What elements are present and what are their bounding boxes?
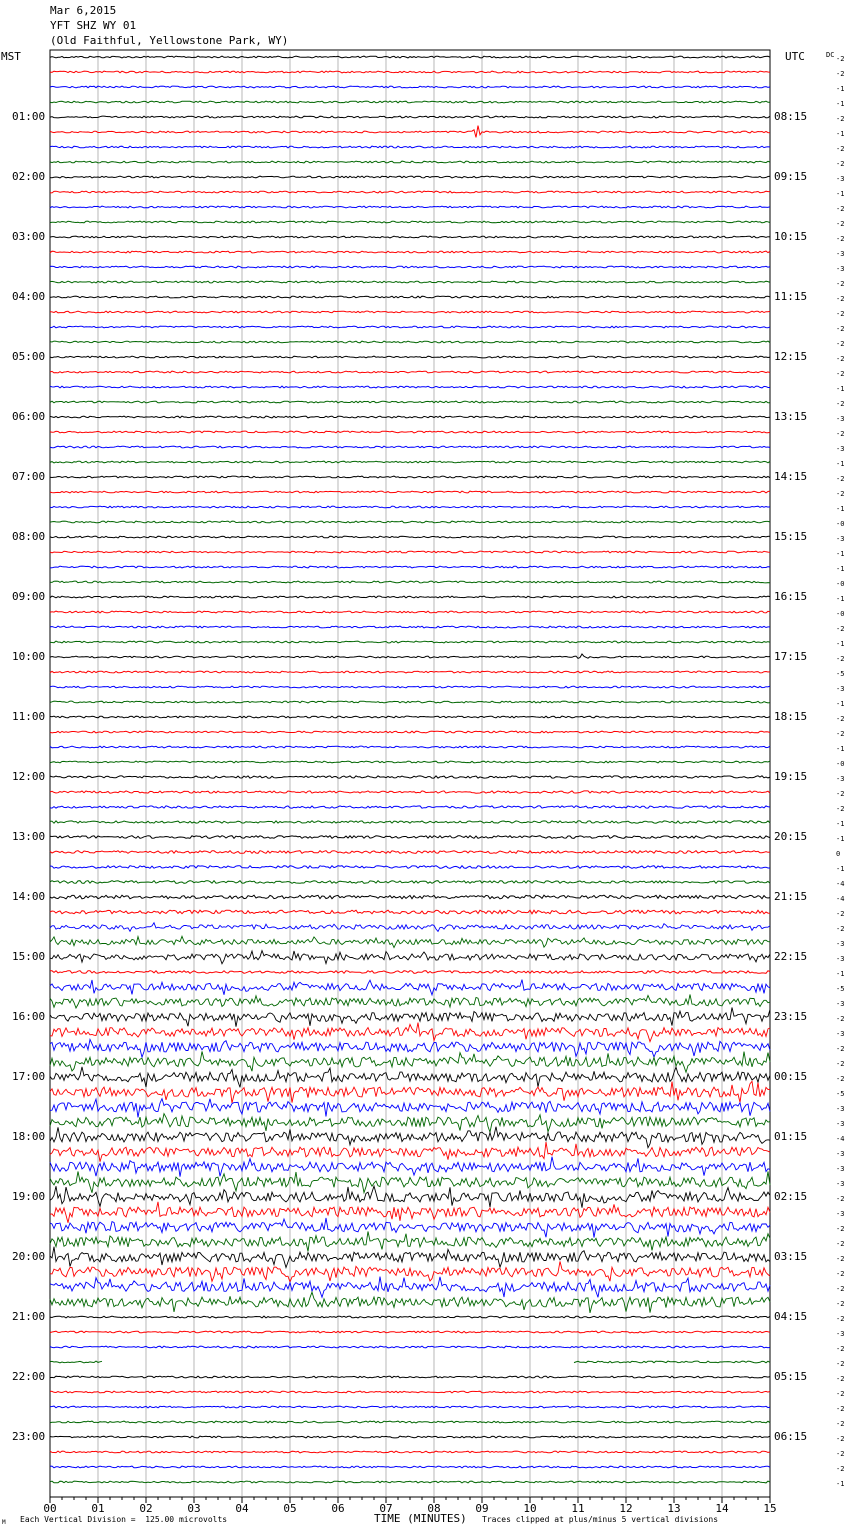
dc-title: DC [826,51,835,59]
right-axis-title: UTC [785,50,805,63]
dc-offset-label: -0 [836,760,845,768]
trace-row-31 [50,521,770,523]
trace-row-25 [50,431,770,433]
trace-row-67 [50,1051,770,1072]
dc-offset-label: -2 [836,160,845,168]
right-time-label: 14:15 [774,470,808,483]
left-time-label: 01:00 [12,110,46,123]
left-time-label: 18:00 [12,1130,46,1143]
dc-offset-label: -2 [836,1405,845,1413]
dc-offset-label: -3 [836,1030,845,1038]
left-time-label: 20:00 [12,1250,46,1263]
right-time-label: 15:15 [774,530,808,543]
left-time-label: 08:00 [12,530,46,543]
trace-row-83 [50,1292,770,1313]
x-tick-label-14: 14 [715,1502,729,1515]
trace-row-50 [50,806,770,808]
trace-row-39 [50,641,770,643]
dc-offset-label: -2 [836,325,845,333]
x-tick-label-08: 08 [427,1502,441,1515]
x-tick-label-09: 09 [475,1502,489,1515]
x-tick-label-11: 11 [571,1502,585,1515]
trace-row-11 [50,221,770,223]
dc-offset-label: -2 [836,1285,845,1293]
trace-row-1 [50,71,770,73]
left-time-label: 05:00 [12,350,46,363]
trace-row-20 [50,356,770,358]
dc-offset-label: -3 [836,1165,845,1173]
dc-offset-label: -2 [836,625,845,633]
right-time-label: 05:15 [774,1370,808,1383]
dc-offset-label: -3 [836,265,845,273]
dc-offset-label: -1 [836,505,845,513]
dc-offset-label: -2 [836,280,845,288]
trace-row-46 [50,746,770,748]
x-tick-label-06: 06 [331,1502,345,1515]
trace-row-91 [50,1421,770,1423]
x-tick-label-12: 12 [619,1502,633,1515]
dc-offset-label: -2 [836,145,845,153]
trace-rows [50,56,770,1483]
dc-offset-label: -2 [836,205,845,213]
left-time-label: 13:00 [12,830,46,843]
dc-offset-label: -1 [836,640,845,648]
dc-offset-label: -2 [836,790,845,798]
right-time-label: 18:15 [774,710,808,723]
dc-offset-label: -1 [836,595,845,603]
trace-row-32 [50,536,770,538]
trace-row-88 [50,1376,770,1378]
trace-row-53 [50,851,770,854]
x-axis-label: TIME (MINUTES) [374,1512,467,1525]
right-time-label: 23:15 [774,1010,808,1023]
trace-row-5 [50,126,770,138]
dc-offset-label: -2 [836,1375,845,1383]
left-time-label: 12:00 [12,770,46,783]
dc-offset-label: -2 [836,1075,845,1083]
x-tick-label-05: 05 [283,1502,297,1515]
left-time-label: 19:00 [12,1190,46,1203]
trace-row-3 [50,101,770,103]
trace-row-80 [50,1247,770,1268]
dc-offset-label: -2 [836,1225,845,1233]
dc-offset-label: -2 [836,805,845,813]
dc-offset-label: -3 [836,1150,845,1158]
left-axis-title: MST [1,50,21,63]
dc-offset-label: -2 [836,1045,845,1053]
trace-row-78 [50,1218,770,1238]
trace-row-87-seg-0 [50,1361,102,1363]
dc-offset-label: -1 [836,835,845,843]
right-time-label: 01:15 [774,1130,808,1143]
left-time-label: 04:00 [12,290,46,303]
dc-offset-label: -0 [836,610,845,618]
trace-row-23 [50,401,770,403]
trace-row-42 [50,686,770,688]
x-tick-label-07: 07 [379,1502,393,1515]
trace-row-85 [50,1331,770,1333]
dc-offset-label: -3 [836,1105,845,1113]
trace-row-87-seg-1 [574,1361,770,1363]
dc-offset-label: -1 [836,100,845,108]
dc-offset-label: -1 [836,565,845,573]
trace-row-27 [50,461,770,463]
dc-offset-label: -3 [836,175,845,183]
trace-row-26 [50,446,770,448]
right-time-label: 06:15 [774,1430,808,1443]
trace-row-33 [50,551,770,553]
dc-offset-label: -3 [836,1000,845,1008]
header-station: YFT SHZ WY 01 [50,19,137,32]
dc-offset-label: -3 [836,415,845,423]
trace-row-74 [50,1157,770,1177]
dc-offset-label: -1 [836,130,845,138]
dc-offset-label: -2 [836,1450,845,1458]
trace-row-52 [50,836,770,839]
trace-row-19 [50,341,770,343]
trace-row-9 [50,191,770,193]
dc-offset-label: -1 [836,1480,845,1488]
right-time-label: 03:15 [774,1250,808,1263]
header-date: Mar 6,2015 [50,4,117,17]
trace-row-59 [50,936,770,947]
right-time-label: 11:15 [774,290,808,303]
dc-offset-label: -2 [836,715,845,723]
dc-offset-label: -3 [836,1120,845,1128]
left-time-label: 21:00 [12,1310,46,1323]
trace-row-22 [50,386,770,388]
dc-offset-label: -3 [836,250,845,258]
dc-offset-label: -2 [836,730,845,738]
right-time-label: 17:15 [774,650,808,663]
trace-row-49 [50,791,770,793]
dc-offset-label: -2 [836,490,845,498]
trace-row-75 [50,1172,770,1193]
footer-scale-note: Each Vertical Division = 125.00 microvolts [20,1515,228,1524]
left-time-label: 02:00 [12,170,46,183]
trace-row-66 [50,1040,770,1058]
dc-offset-label: -2 [836,1195,845,1203]
trace-row-90 [50,1406,770,1408]
trace-row-84 [50,1316,770,1318]
right-time-label: 09:15 [774,170,808,183]
dc-offset-label: -1 [836,820,845,828]
trace-row-4 [50,116,770,118]
left-time-label: 10:00 [12,650,46,663]
dc-offset-label: -2 [836,355,845,363]
trace-row-94 [50,1466,770,1468]
right-time-label: 00:15 [774,1070,808,1083]
trace-row-48 [50,776,770,778]
dc-offset-label: -1 [836,700,845,708]
dc-offset-label: -2 [836,1345,845,1353]
trace-row-40 [50,654,770,658]
x-tick-label-00: 00 [43,1502,57,1515]
dc-offset-label: -4 [836,895,845,903]
trace-row-73 [50,1142,770,1162]
right-time-label: 21:15 [774,890,808,903]
footer-clip-note: Traces clipped at plus/minus 5 vertical divisions [482,1515,719,1524]
left-time-label: 11:00 [12,710,46,723]
left-time-label: 23:00 [12,1430,46,1443]
trace-row-0 [50,56,770,58]
dc-offset-label: -3 [836,1330,845,1338]
left-time-label: 22:00 [12,1370,46,1383]
left-time-label: 06:00 [12,410,46,423]
right-time-label: 13:15 [774,410,808,423]
dc-offset-label: -2 [836,1420,845,1428]
trace-row-56 [50,895,770,899]
trace-row-17 [50,311,770,313]
dc-offset-label: -2 [836,295,845,303]
right-time-label: 02:15 [774,1190,808,1203]
dc-offset-label: -0 [836,520,845,528]
trace-row-29 [50,491,770,493]
dc-offset-label: -3 [836,445,845,453]
dc-offset-label: -1 [836,745,845,753]
left-time-label: 17:00 [12,1070,46,1083]
dc-offset-label: -2 [836,1060,845,1068]
dc-offset-label: -3 [836,1210,845,1218]
trace-row-44 [50,716,770,718]
dc-offset-label: -2 [836,400,845,408]
dc-offset-label: -2 [836,310,845,318]
trace-row-55 [50,881,770,884]
dc-offset-label: -3 [836,940,845,948]
dc-offset-label: -2 [836,370,845,378]
trace-row-51 [50,821,770,823]
trace-row-62 [50,980,770,995]
dc-offset-label: -1 [836,85,845,93]
footer-corner-mark: M [2,1519,6,1526]
trace-row-35 [50,581,770,583]
left-time-label: 15:00 [12,950,46,963]
trace-row-6 [50,146,770,148]
trace-row-63 [50,995,770,1009]
dc-offset-label: -2 [836,1255,845,1263]
right-time-label: 10:15 [774,230,808,243]
dc-offset-label: -2 [836,1360,845,1368]
trace-row-28 [50,476,770,478]
dc-offset-label: -1 [836,190,845,198]
trace-row-57 [50,910,770,914]
x-tick-label-03: 03 [187,1502,201,1515]
dc-offset-label: -2 [836,1270,845,1278]
dc-offset-label: -2 [836,910,845,918]
x-tick-label-01: 01 [91,1502,105,1515]
left-time-label: 14:00 [12,890,46,903]
trace-row-68 [50,1067,770,1087]
x-tick-label-02: 02 [139,1502,153,1515]
trace-row-37 [50,611,770,613]
trace-row-16 [50,296,770,298]
dc-offset-label: -5 [836,670,845,678]
trace-row-45 [50,731,770,733]
dc-offset-label: -2 [836,1315,845,1323]
dc-offset-label: -1 [836,550,845,558]
trace-row-12 [50,236,770,238]
trace-row-18 [50,326,770,328]
trace-row-93 [50,1451,770,1453]
trace-row-81 [50,1261,770,1282]
trace-row-61 [50,971,770,974]
right-time-label: 04:15 [774,1310,808,1323]
dc-offset-label: -5 [836,1090,845,1098]
dc-offset-label: -3 [836,775,845,783]
right-time-label: 12:15 [774,350,808,363]
dc-offset-label: -1 [836,385,845,393]
dc-offset-label: -1 [836,970,845,978]
trace-row-92 [50,1436,770,1438]
trace-row-36 [50,596,770,598]
dc-offset-label: -4 [836,880,845,888]
dc-offset-label: -2 [836,55,845,63]
trace-row-14 [50,266,770,268]
left-time-label: 16:00 [12,1010,46,1023]
dc-offset-label: -2 [836,340,845,348]
right-time-label: 20:15 [774,830,808,843]
trace-row-60 [50,951,770,964]
dc-offset-label: -2 [836,1465,845,1473]
dc-offset-label: 0 [836,850,841,858]
trace-row-30 [50,506,770,508]
header-location: (Old Faithful, Yellowstone Park, WY) [50,34,289,47]
trace-row-10 [50,206,770,208]
x-tick-label-15: 15 [763,1502,777,1515]
dc-offset-label: -1 [836,460,845,468]
dc-offset-label: -2 [836,235,845,243]
dc-offset-label: -2 [836,925,845,933]
x-tick-label-10: 10 [523,1502,537,1515]
trace-row-95 [50,1481,770,1483]
dc-offset-label: -2 [836,1015,845,1023]
dc-offset-label: -2 [836,115,845,123]
trace-row-79 [50,1232,770,1252]
trace-row-71 [50,1114,770,1133]
trace-row-70 [50,1099,770,1118]
trace-row-77 [50,1202,770,1223]
left-time-label: 09:00 [12,590,46,603]
dc-offset-label: -2 [836,655,845,663]
trace-row-24 [50,416,770,418]
trace-row-69 [50,1081,770,1103]
dc-offset-label: -3 [836,955,845,963]
right-time-label: 08:15 [774,110,808,123]
trace-row-54 [50,866,770,869]
x-tick-label-13: 13 [667,1502,681,1515]
left-time-label: 03:00 [12,230,46,243]
trace-row-47 [50,761,770,763]
trace-row-89 [50,1391,770,1393]
dc-offset-label: -0 [836,580,845,588]
right-time-label: 19:15 [774,770,808,783]
trace-row-65 [50,1023,770,1042]
trace-row-86 [50,1346,770,1348]
trace-row-2 [50,86,770,88]
trace-row-82 [50,1277,770,1298]
trace-row-13 [50,251,770,253]
trace-row-8 [50,176,770,178]
dc-offset-label: -2 [836,1390,845,1398]
dc-offset-label: -2 [836,220,845,228]
dc-offset-label: -3 [836,535,845,543]
right-time-label: 22:15 [774,950,808,963]
trace-row-72 [50,1127,770,1148]
dc-offset-label: -2 [836,1240,845,1248]
dc-offset-label: -2 [836,1300,845,1308]
left-time-label: 07:00 [12,470,46,483]
dc-offset-label: -5 [836,985,845,993]
trace-row-15 [50,281,770,283]
trace-row-38 [50,626,770,628]
dc-offset-label: -1 [836,865,845,873]
dc-offset-label: -2 [836,1435,845,1443]
dc-offset-label: -3 [836,1180,845,1188]
right-time-label: 16:15 [774,590,808,603]
trace-row-58 [50,923,770,932]
trace-row-21 [50,371,770,373]
dc-offset-label: -3 [836,685,845,693]
dc-offset-label: -4 [836,1135,845,1143]
dc-offset-label: -2 [836,475,845,483]
x-tick-label-04: 04 [235,1502,249,1515]
trace-row-34 [50,566,770,568]
dc-offset-label: -2 [836,430,845,438]
trace-row-41 [50,671,770,673]
dc-offset-label: -2 [836,70,845,78]
trace-row-7 [50,161,770,163]
trace-row-43 [50,701,770,703]
